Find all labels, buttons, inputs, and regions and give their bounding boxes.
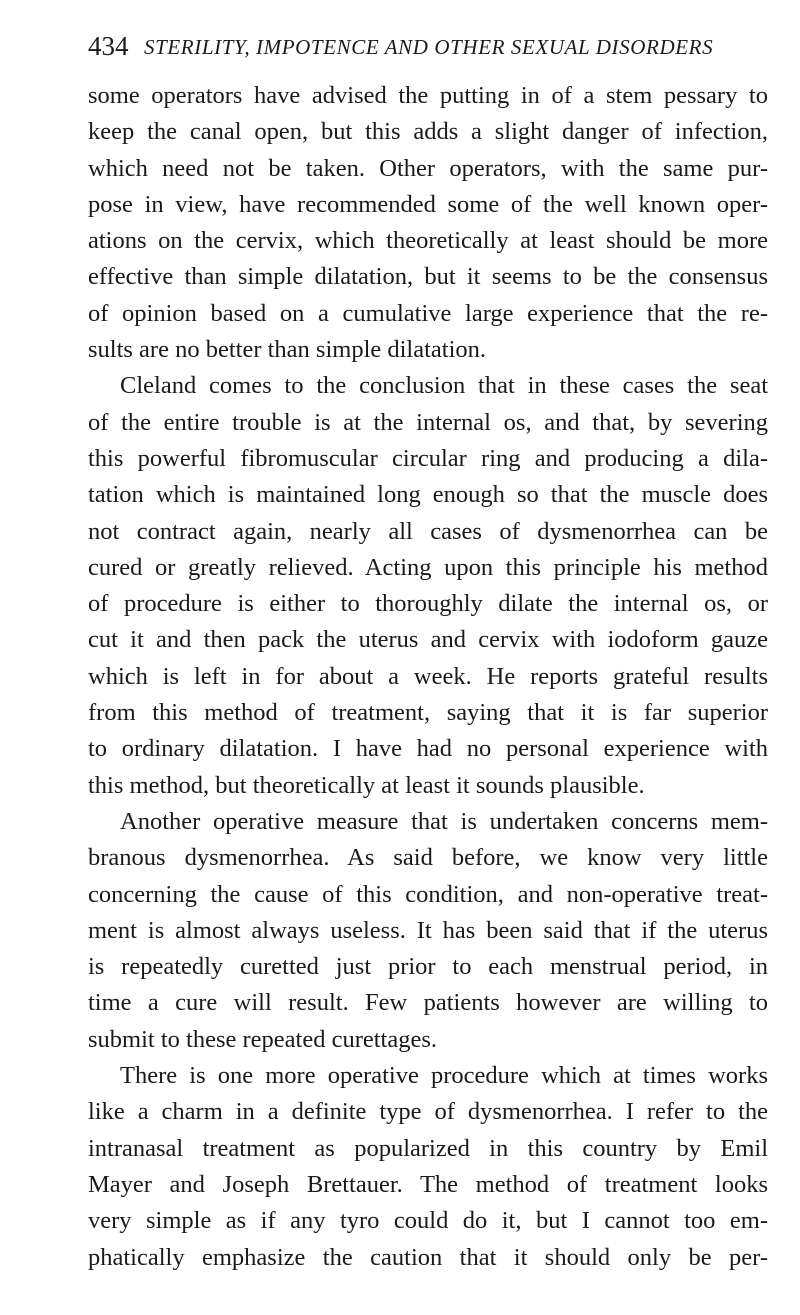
text-line: Cleland comes to the conclusion that in these cases the seat: [120, 372, 768, 400]
text-line: phatically emphasize the caution that it should only be per-: [88, 1243, 768, 1271]
running-header: [88, 30, 768, 62]
text-line: ations on the cervix, which theoretically at least should be more: [88, 227, 768, 255]
text-line: very simple as if any tyro could do it, but I cannot too em-: [88, 1207, 768, 1235]
text-line: not contract again, nearly all cases of dysmenorrhea can be: [88, 517, 768, 545]
text-line: time a cure will result. Few patients however are willing to: [88, 989, 768, 1017]
paragraph: [88, 368, 768, 804]
text-line: of opinion based on a cumulative large experience that the re-: [88, 299, 768, 327]
text-line: this powerful fibromuscular circular ring and producing a dila-: [88, 444, 768, 472]
text-line: cut it and then pack the uterus and cervix with iodoform gauze: [88, 626, 768, 654]
text-line: which need not be taken. Other operators, with the same pur-: [88, 154, 768, 182]
text-line: keep the canal open, but this adds a slight danger of infection,: [88, 118, 768, 146]
text-line: from this method of treatment, saying that it is far superior: [88, 699, 768, 727]
text-line: of procedure is either to thoroughly dilate the internal os, or: [88, 590, 768, 618]
text-line: cured or greatly relieved. Acting upon this principle his method: [88, 553, 768, 581]
text-line: There is one more operative procedure which at times works: [120, 1062, 768, 1090]
text-line: some operators have advised the putting in of a stem pessary to: [88, 82, 768, 109]
text-line: which is left in for about a week. He reports grateful results: [88, 662, 768, 690]
paragraph: [88, 78, 768, 368]
text-line: is repeatedly curetted just prior to each menstrual period, in: [88, 953, 768, 981]
text-line: ment is almost always useless. It has been said that if the uterus: [88, 916, 768, 944]
page-number: 434: [88, 31, 129, 61]
running-head-title: STERILITY, IMPOTENCE AND OTHER SEXUAL DISORDERS: [144, 35, 714, 59]
paragraph: [88, 1058, 768, 1276]
paragraph: [88, 804, 768, 1058]
text-line: Mayer and Joseph Brettauer. The method of treatment looks: [88, 1170, 768, 1198]
text-line: Another operative measure that is undertaken concerns mem-: [120, 807, 768, 835]
text-line: concerning the cause of this condition, and non-operative treat-: [88, 880, 768, 908]
text-line: of the entire trouble is at the internal os, and that, by severing: [88, 408, 768, 436]
text-line: tation which is maintained long enough so that the muscle does: [88, 481, 768, 509]
text-line: pose in view, have recommended some of the well known oper-: [88, 190, 768, 218]
text-line: to ordinary dilatation. I have had no personal experience with: [88, 735, 768, 763]
text-line: branous dysmenorrhea. As said before, we know very little: [88, 844, 768, 872]
body-text: [88, 78, 768, 1276]
text-line: this method, but theoretically at least it sounds plausible.: [88, 771, 645, 799]
text-line: submit to these repeated curettages.: [88, 1025, 437, 1053]
text-line: sults are no better than simple dilatation.: [88, 336, 487, 364]
text-line: effective than simple dilatation, but it seems to be the consensus: [88, 263, 768, 291]
text-line: like a charm in a definite type of dysmenorrhea. I refer to the: [88, 1098, 768, 1126]
text-line: intranasal treatment as popularized in this country by Emil: [88, 1134, 768, 1162]
